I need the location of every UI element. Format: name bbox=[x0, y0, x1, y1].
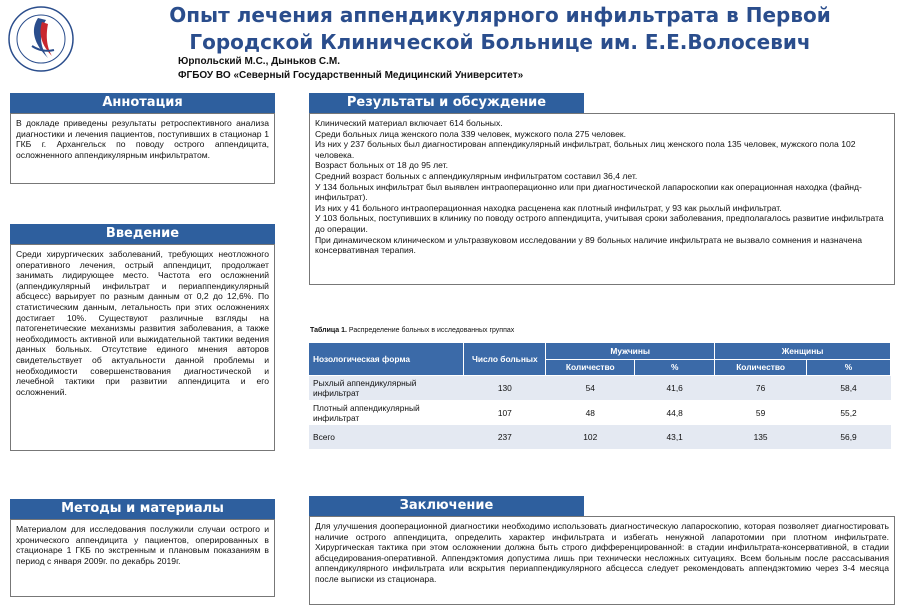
intro-box bbox=[10, 244, 275, 451]
table-row bbox=[309, 400, 891, 425]
conclusion-heading: Заключение bbox=[309, 496, 584, 516]
results-para: Из них у 237 больных был диагностирован аппендикулярный инфильтрат, больных лиц женского пола 135 человек, мужского пола 102 человека. bbox=[315, 139, 856, 160]
col-header-form: Нозологическая форма bbox=[309, 343, 464, 375]
distribution-table bbox=[309, 343, 891, 449]
authors: Юрпольский М.С., Дыньков С.М. bbox=[178, 56, 340, 67]
cell-total: 237 bbox=[464, 425, 546, 449]
poster-title bbox=[160, 2, 840, 56]
cell-form: Всего bbox=[309, 425, 464, 449]
cell-women-count: 135 bbox=[715, 425, 807, 449]
col-header-men: Мужчины bbox=[546, 343, 715, 359]
subheader-women-count: Количество bbox=[715, 359, 807, 375]
table-row bbox=[309, 375, 891, 400]
table-caption bbox=[310, 327, 514, 334]
subheader-men-count: Количество bbox=[546, 359, 635, 375]
cell-men-count: 48 bbox=[546, 400, 635, 425]
title-line-1: Опыт лечения аппендикулярного инфильтрата в Первой bbox=[169, 3, 831, 27]
table-caption-text: Распределение больных в исследованных группах bbox=[346, 327, 515, 334]
annotation-text: В докладе приведены результаты ретроспективного анализа диагностики и лечения пациентов, поступивших в стационар 1 ГКБ г. Архангельск по поводу острого аппендицита, осложненного аппендикулярным инфильтратом. bbox=[16, 118, 269, 160]
title-line-2: Городской Клинической Больнице им. Е.Е.Волосевич bbox=[189, 30, 811, 54]
results-para: Клинический материал включает 614 больных. bbox=[315, 118, 503, 128]
cell-men-count: 54 bbox=[546, 375, 635, 400]
cell-form: Плотный аппендикулярный инфильтрат bbox=[309, 400, 464, 425]
cell-women-pct: 56,9 bbox=[807, 425, 891, 449]
col-header-total: Число больных bbox=[464, 343, 546, 375]
methods-box bbox=[10, 519, 275, 597]
results-para: Из них у 41 больного интраоперационная находка расценена как плотный инфильтрат, у 93 как рыхлый инфильтрат. bbox=[315, 202, 782, 213]
cell-total: 130 bbox=[464, 375, 546, 400]
results-heading: Результаты и обсуждение bbox=[309, 93, 584, 113]
results-para: При динамическом клиническом и ультразвуковом исследовании у 89 больных наличие инфильтрата не вызвало сомнения и назначена консервативная терапия. bbox=[315, 234, 863, 256]
intro-text: Среди хирургических заболеваний, требующих неотложного оперативного лечения, острый аппендицит, продолжает занимать лидирующее место. Частота его осложнений (аппендикулярный инфильтрат и периаппендикулярный абсцесс) варьирует по разным данным от 0,2 до 12,6%. По статистическим данным, летальность при этих осложнениях достигает 10%. Существуют различные взгляды на патогенетические механизмы развития заболевания, а также необходимость активной или выжидательной тактики ведения данных больных. Отсутствие единого мнения авторов свидетельствует об актуальности данной проблемы и необходимости совершенствования диагностической и лечебной тактики при развитии аппендицита и его осложнений. bbox=[16, 249, 269, 397]
results-para: У 134 больных инфильтрат был выявлен интраоперационно или при диагностической лапароскопии как операционная находка (файнд-инфильтрат). bbox=[315, 181, 862, 203]
cell-women-pct: 55,2 bbox=[807, 400, 891, 425]
subheader-men-pct: % bbox=[635, 359, 715, 375]
results-para: Среди больных лица женского пола 339 человек, мужского пола 275 человек. bbox=[315, 128, 627, 139]
conclusion-box bbox=[309, 516, 895, 605]
methods-heading: Методы и материалы bbox=[10, 499, 275, 519]
table-row bbox=[309, 425, 891, 449]
cell-men-pct: 41,6 bbox=[635, 375, 715, 400]
cell-total: 107 bbox=[464, 400, 546, 425]
intro-heading: Введение bbox=[10, 224, 275, 244]
annotation-heading: Аннотация bbox=[10, 93, 275, 113]
cell-women-pct: 58,4 bbox=[807, 375, 891, 400]
table-caption-label: Таблица 1. bbox=[310, 327, 347, 334]
cell-men-pct: 44,8 bbox=[635, 400, 715, 425]
results-para: Возраст больных от 18 до 95 лет. bbox=[315, 160, 449, 171]
results-para: У 103 больных, поступивших в клинику по поводу острого аппендицита, учитывая сроки заболевания, предполагалось развитие инфильтрата до операции. bbox=[315, 213, 884, 234]
results-para: Средний возраст больных с аппендикулярным инфильтратом составил 36,4 лет. bbox=[315, 170, 638, 181]
subheader-women-pct: % bbox=[807, 359, 891, 375]
cell-women-count: 59 bbox=[715, 400, 807, 425]
cell-men-pct: 43,1 bbox=[635, 425, 715, 449]
col-header-women: Женщины bbox=[715, 343, 891, 359]
affiliation: ФГБОУ ВО «Северный Государственный Медицинский Университет» bbox=[178, 70, 524, 81]
university-seal-logo bbox=[8, 6, 74, 72]
results-box bbox=[309, 113, 895, 285]
cell-men-count: 102 bbox=[546, 425, 635, 449]
methods-text: Материалом для исследования послужили случаи острого и хронического аппендицита у пациентов, оперированных в стационаре 1 ГКБ по экстренным и плановым показаниям в период с января 2009г. по декабрь 2019г. bbox=[16, 524, 269, 566]
annotation-box bbox=[10, 113, 275, 184]
conclusion-text: Для улучшения дооперационной диагностики необходимо использовать диагностическую лапароскопию, которая позволяет диагностировать наличие острого аппендицита, определить характер инфильтрата и избегать ненужной лапаротомии при плотном инфильтрате. Хирургическая тактика при этом осложнении должна быть строго дифференцированной: в стадии инфильтрата-консервативной, в стадии абсцедирования-оперативной. Аппендэктомия допустима лишь при технически несложных ситуациях. Всем больным после рассасывания аппендикулярного инфильтрата или вскрытия периаппендикулярного абсцесса следует рекомендовать аппендэктомию через 3-4 месяца после выписки из стационара. bbox=[315, 521, 889, 584]
cell-form: Рыхлый аппендикулярный инфильтрат bbox=[309, 375, 464, 400]
cell-women-count: 76 bbox=[715, 375, 807, 400]
